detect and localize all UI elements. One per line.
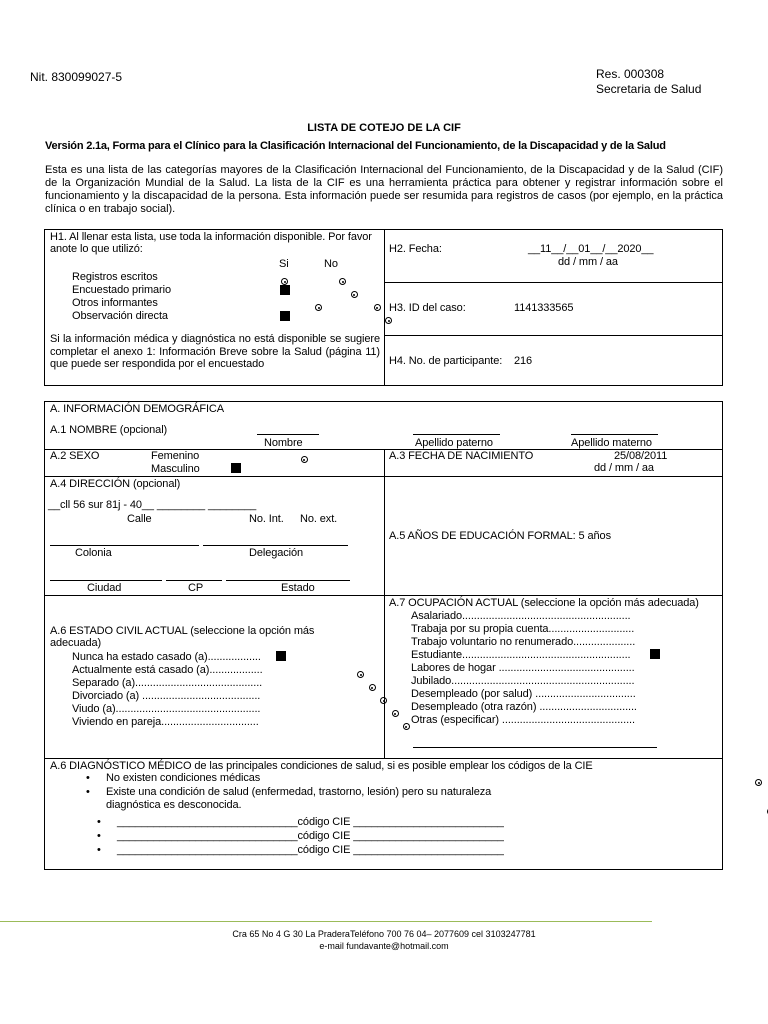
a4-label: A.4 DIRECCIÓN (opcional) [50, 478, 181, 490]
a2-masculino-checked[interactable] [231, 463, 241, 473]
footer-email: e-mail fundavante@hotmail.com [319, 941, 449, 951]
a1-nombre-caption: Nombre [264, 437, 303, 449]
a6-diagnostico-label: A.6 DIAGNÓSTICO MÉDICO de las principales condiciones de salud, si es posible emplear los códigos de la CIE [50, 760, 593, 772]
h3-case-id[interactable]: 1141333565 [514, 302, 574, 314]
h1-instructions: H1. Al llenar esta lista, use toda la información disponible. Por favor anote lo que utilizó: [50, 231, 372, 255]
a2-masculino-label: Masculino [151, 463, 200, 475]
a6-civil-option: Viviendo en pareja................................. [72, 716, 259, 728]
a4-ciudad-caption: Ciudad [87, 582, 122, 594]
footer-address: Cra 65 No 4 G 30 La PraderaTeléfono 700 76 04– 2077609 cel 3103247781 [232, 929, 536, 939]
a4-delegacion-caption: Delegación [249, 547, 304, 559]
a6-civil-option: Nunca ha estado casado (a).................. [72, 651, 261, 663]
a-section-title: A. INFORMACIÓN DEMOGRÁFICA [50, 403, 225, 415]
a5-education: A.5 AÑOS DE EDUCACIÓN FORMAL: 5 años [389, 530, 611, 542]
h4-label: H4. No. de participante: [389, 355, 503, 367]
a6-civil-option: Actualmente está casado (a).................. [72, 664, 263, 676]
cie-code-line[interactable]: • ______________________________código CIE _________________________ [117, 830, 504, 842]
a2-label: A.2 SEXO [50, 450, 100, 462]
h1-item-label: Encuestado primario [72, 284, 171, 296]
a1-label: A.1 NOMBRE (opcional) [50, 424, 168, 436]
h1-encuestado-si-checked[interactable] [280, 285, 290, 295]
a3-date-format: dd / mm / aa [594, 462, 654, 474]
a6-nunca-casado-checked[interactable] [276, 651, 286, 661]
h2-date-format: dd / mm / aa [558, 256, 618, 268]
a6-civil-label: A.6 ESTADO CIVIL ACTUAL (seleccione la opción más adecuada) [50, 625, 315, 649]
a4-no-int-caption: No. Int. [249, 513, 284, 525]
cie-code-line[interactable]: • ______________________________código CIE _________________________ [117, 844, 504, 856]
diag-no-conditions-radio[interactable] [755, 779, 762, 786]
a4-no-ext-caption: No. ext. [300, 513, 338, 525]
a7-ocupacion-option: Jubilado.............................................................. [411, 675, 635, 687]
a7-ocupacion-option: Estudiante......................................................... [411, 649, 631, 661]
page-subtitle: Versión 2.1a, Forma para el Clínico para la Clasificación Internacional del Funcionamiento, de la Discapacidad y de la Salud [45, 140, 666, 152]
h3-label: H3. ID del caso: [389, 302, 466, 314]
intro-paragraph: Esta es una lista de las categorías mayores de la Clasificación Internacional del Funcionamiento, de la Discapacidad y de la Salud (CIF) de la Organización Mundial de la Salud. La lista de la CIF es una herramienta práctica para obtener y registrar información sobre el funcionamiento y la discapacidad de la persona. Esta información puede ser resumida para registros de casos (por ejemplo, en la práctica clínica o en trabajo social). [45, 164, 723, 215]
a4-address-line[interactable]: __cll 56 sur 81j - 40__ ________ ________ [48, 499, 257, 511]
diag-unknown-condition: • Existe una condición de salud (enfermedad, trastorno, lesión) pero su naturaleza diagnóstica es desconocida. [106, 786, 526, 812]
a2-femenino-radio[interactable] [301, 456, 308, 463]
a3-label: A.3 FECHA DE NACIMIENTO [389, 450, 534, 462]
h1-no-header: No [324, 258, 338, 270]
a7-ocupacion-option: Labores de hogar .............................................. [411, 662, 635, 674]
a3-birthdate-value[interactable]: 25/08/2011 [614, 450, 668, 462]
h1-si-header: Si [279, 258, 289, 270]
a7-ocupacion-option: Asalariado......................................................... [411, 610, 631, 622]
a6-civil-option: Viudo (a)................................................. [72, 703, 261, 715]
a6-civil-option: Divorciado (a) ........................................ [72, 690, 261, 702]
a1-apellido-paterno-caption: Apellido paterno [415, 437, 493, 449]
cie-code-line[interactable]: • ______________________________código CIE _________________________ [117, 816, 504, 828]
a7-ocupacion-option: Desempleado (otra razón) ................................. [411, 701, 637, 713]
a6-separado-radio[interactable] [369, 684, 376, 691]
h1-item-label: Observación directa [72, 310, 168, 322]
a7-ocupacion-option: Otras (especificar) ............................................. [411, 714, 635, 726]
h1-note: Si la información médica y diagnóstica no está disponible se sugiere completar el anexo 1: Información Breve sobre la Salud (página 11) que puede ser respondida por el encuestado [50, 333, 380, 370]
a7-ocupacion-option: Trabajo voluntario no renumerado..................... [411, 636, 636, 648]
a4-calle-caption: Calle [127, 513, 152, 525]
page-title: LISTA DE COTEJO DE LA CIF [307, 122, 461, 134]
a2-femenino-label: Femenino [151, 450, 200, 462]
diag-no-conditions: • No existen condiciones médicas [106, 772, 260, 784]
a6-viudo-radio[interactable] [392, 710, 399, 717]
h2-date-value[interactable]: __11__/__01__/__2020__ [528, 243, 654, 255]
h1-item-label: Registros escritos [72, 271, 158, 283]
a7-estudiante-checked[interactable] [650, 649, 660, 659]
a4-estado-caption: Estado [281, 582, 315, 594]
footer-rule [0, 921, 652, 922]
a4-colonia-caption: Colonia [75, 547, 112, 559]
a7-ocupacion-option: Desempleado (por salud) .................................. [411, 688, 636, 700]
a7-ocupacion-option: Trabaja por su propia cuenta............................. [411, 623, 635, 635]
h1-item-label: Otros informantes [72, 297, 158, 309]
resolution-number: Res. 000308 [596, 67, 665, 81]
a6-civil-option: Separado (a)........................................... [72, 677, 263, 689]
h2-label: H2. Fecha: [389, 243, 442, 255]
nit-number: Nit. 830099027-5 [30, 70, 123, 84]
a1-apellido-materno-caption: Apellido materno [571, 437, 652, 449]
h4-participant-number[interactable]: 216 [514, 355, 533, 367]
h1-observacion-si-checked[interactable] [280, 311, 290, 321]
secretaria-label: Secretaria de Salud [596, 82, 702, 96]
a7-ocupacion-label: A.7 OCUPACIÓN ACTUAL (seleccione la opción más adecuada) [389, 597, 699, 609]
a4-cp-caption: CP [188, 582, 204, 594]
